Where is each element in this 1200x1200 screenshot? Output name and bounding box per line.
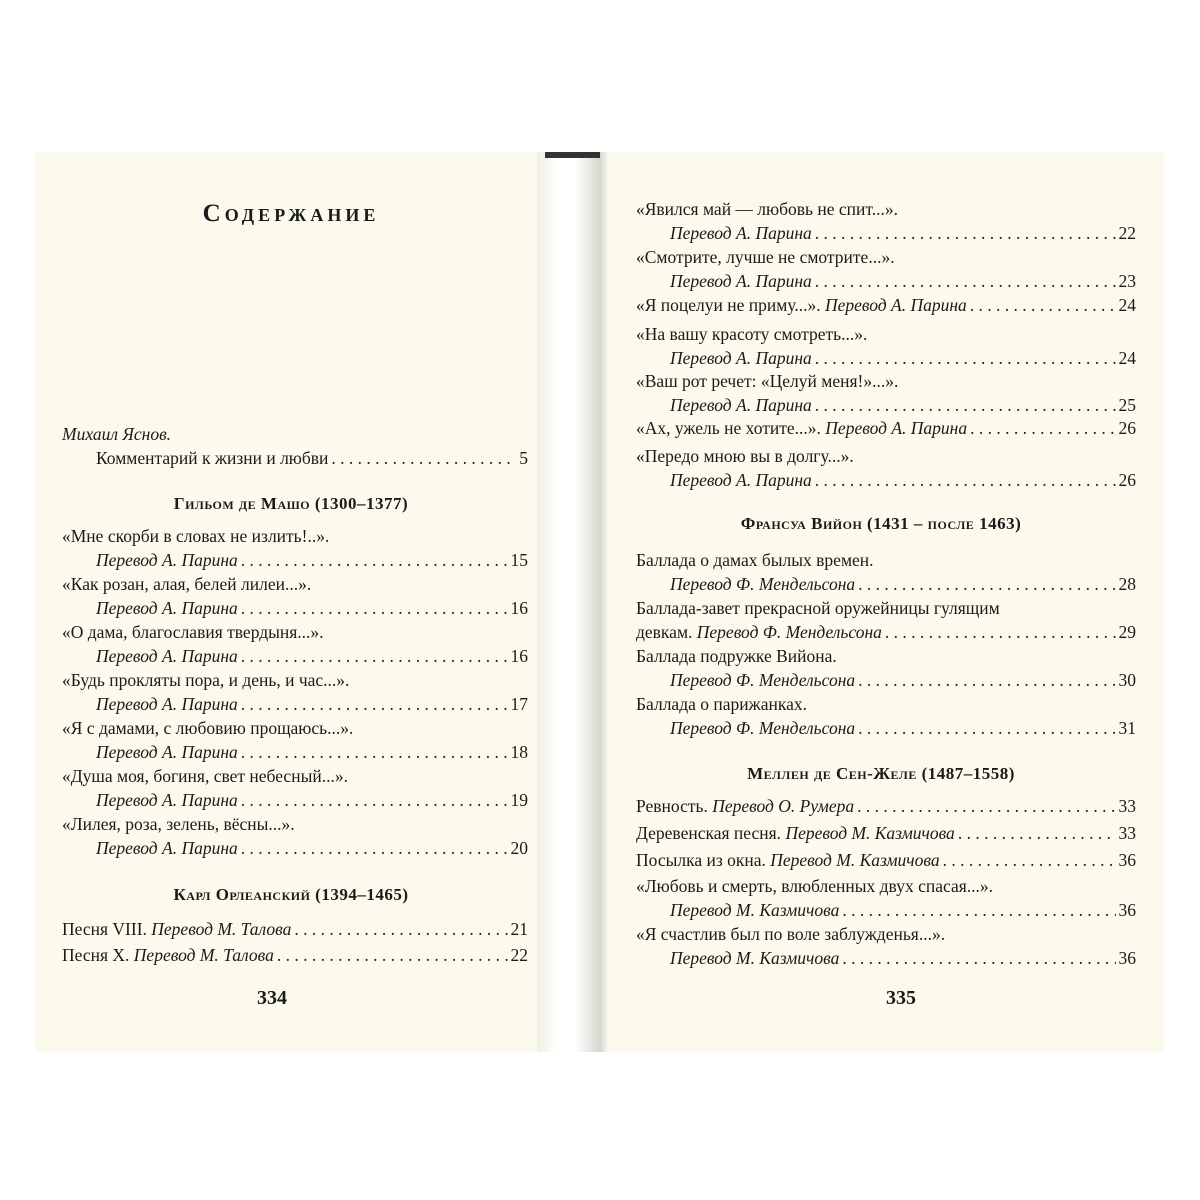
entry-line bbox=[636, 548, 1136, 572]
entry-title: «Я поцелуи не приму...». bbox=[636, 295, 821, 315]
page-ref: 26 bbox=[1118, 470, 1136, 490]
toc-list bbox=[636, 197, 1136, 293]
page-ref: 16 bbox=[510, 598, 528, 618]
toc-list bbox=[636, 874, 1136, 970]
toc-entry bbox=[636, 794, 1136, 818]
translator: Перевод О. Румера bbox=[712, 796, 855, 816]
translator: Перевод М. Казмичова bbox=[770, 850, 940, 870]
page-ref: 24 bbox=[1118, 295, 1136, 315]
page-ref: 29 bbox=[1118, 622, 1136, 642]
entry-line bbox=[636, 644, 1136, 668]
entry-title: «Лилея, роза, зелень, вёсны...». bbox=[62, 814, 295, 834]
toc-entry bbox=[62, 812, 528, 860]
entry-title: «Любовь и смерть, влюбленных двух спасая...». bbox=[636, 876, 994, 896]
toc-list bbox=[636, 794, 1136, 875]
entry-title: «Явился май — любовь не спит...». bbox=[636, 199, 898, 219]
leader-dots bbox=[958, 821, 1116, 845]
toc-entry bbox=[636, 821, 1136, 845]
leader-dots bbox=[241, 788, 508, 812]
toc-entry bbox=[636, 293, 1136, 317]
entry-line bbox=[636, 369, 1136, 393]
page-number: 334 bbox=[257, 987, 287, 1009]
entry-line bbox=[636, 668, 1136, 692]
leader-dots bbox=[815, 346, 1116, 370]
entry-title: Посылка из окна. bbox=[636, 850, 766, 870]
entry-line bbox=[62, 836, 528, 860]
entry-line bbox=[62, 668, 528, 692]
entry-title: «Ваш рот речет: «Целуй меня!»...». bbox=[636, 371, 899, 391]
entry-title: «Смотрите, лучше не смотрите...». bbox=[636, 247, 895, 267]
toc-entry bbox=[636, 322, 1136, 370]
page-number: 335 bbox=[886, 987, 916, 1009]
leader-dots bbox=[858, 668, 1115, 692]
toc-entry bbox=[636, 922, 1136, 970]
page-ref: 31 bbox=[1118, 718, 1136, 738]
entry-title: «Ах, ужель не хотите...». bbox=[636, 418, 821, 438]
translator: Перевод А. Парина bbox=[670, 271, 812, 291]
toc-list bbox=[62, 524, 528, 860]
entry-title: «На вашу красоту смотреть...». bbox=[636, 324, 868, 344]
entry-title: «Я с дамами, с любовию прощаюсь...». bbox=[62, 718, 354, 738]
leader-dots bbox=[241, 596, 508, 620]
entry-line bbox=[636, 322, 1136, 346]
page-ref: 24 bbox=[1118, 348, 1136, 368]
leader-dots bbox=[858, 716, 1115, 740]
toc-title: Содержание bbox=[202, 200, 380, 227]
entry-line bbox=[636, 848, 1136, 872]
book-gutter bbox=[537, 152, 607, 1052]
entry-line bbox=[62, 740, 528, 764]
translator: Перевод Ф. Мендельсона bbox=[696, 622, 882, 642]
leader-dots bbox=[241, 740, 508, 764]
translator: Перевод А. Парина bbox=[825, 418, 968, 438]
page-ref: 22 bbox=[510, 945, 528, 965]
translator: Перевод А. Парина bbox=[96, 742, 238, 762]
translator: Перевод Ф. Мендельсона bbox=[670, 718, 856, 738]
entry-title: «Душа моя, богиня, свет небесный...». bbox=[62, 766, 348, 786]
page-ref: 36 bbox=[1118, 948, 1136, 968]
toc-entry bbox=[636, 197, 1136, 245]
page-ref: 16 bbox=[510, 646, 528, 666]
entry-line bbox=[62, 917, 528, 941]
section-heading: Гильом де Машо (1300–1377) bbox=[173, 494, 409, 513]
entry-title: «Как розан, алая, белей лилеи...». bbox=[62, 574, 312, 594]
entry-line bbox=[62, 596, 528, 620]
toc-entry bbox=[62, 764, 528, 812]
entry-line bbox=[636, 692, 1136, 716]
entry-title: Песня X. bbox=[62, 945, 130, 965]
entry-title-cont: девкам. bbox=[636, 622, 693, 642]
entry-line bbox=[62, 716, 528, 740]
page-ref: 28 bbox=[1118, 574, 1136, 594]
entry-line bbox=[62, 644, 528, 668]
section-heading: Меллен де Сен-Желе (1487–1558) bbox=[747, 764, 1015, 783]
entry-line bbox=[636, 620, 1136, 644]
entry-title: Баллада подружке Вийона. bbox=[636, 646, 837, 666]
entry-line bbox=[636, 874, 1136, 898]
translator: Перевод А. Парина bbox=[670, 395, 812, 415]
entry-title: Баллада-завет прекрасной оружейницы гулящим bbox=[636, 598, 1000, 618]
toc-entry bbox=[636, 416, 1136, 440]
toc-entry bbox=[62, 572, 528, 620]
entry-title: Баллада о дамах былых времен. bbox=[636, 550, 874, 570]
translator: Перевод А. Парина bbox=[96, 550, 238, 570]
toc-list bbox=[62, 917, 528, 969]
entry-title: «Мне скорби в словах не излить!..». bbox=[62, 526, 330, 546]
entry-title: Деревенская песня. bbox=[636, 823, 782, 843]
entry-line bbox=[62, 620, 528, 644]
toc-entry bbox=[636, 369, 1136, 417]
book-spine-edge bbox=[545, 152, 600, 158]
leader-dots bbox=[241, 836, 508, 860]
page-ref: 22 bbox=[1118, 223, 1136, 243]
entry-line bbox=[62, 692, 528, 716]
page-ref: 17 bbox=[510, 694, 528, 714]
toc-list bbox=[636, 322, 1136, 416]
entry-line bbox=[62, 572, 528, 596]
leader-dots bbox=[858, 572, 1115, 596]
entry-line bbox=[62, 524, 528, 548]
translator: Перевод А. Парина bbox=[96, 790, 238, 810]
toc-entry bbox=[62, 668, 528, 716]
entry-line bbox=[636, 269, 1136, 293]
translator: Перевод М. Талова bbox=[133, 945, 274, 965]
translator: Перевод А. Парина bbox=[96, 598, 238, 618]
entry-line bbox=[636, 197, 1136, 221]
toc-entry bbox=[636, 245, 1136, 293]
section-heading: Франсуа Вийон (1431 – после 1463) bbox=[740, 514, 1022, 533]
page-ref: 15 bbox=[510, 550, 528, 570]
entry-line bbox=[636, 245, 1136, 269]
toc-entry bbox=[62, 524, 528, 572]
toc-entry bbox=[636, 444, 1136, 492]
page-ref: 19 bbox=[510, 790, 528, 810]
leader-dots bbox=[294, 917, 507, 941]
leader-dots bbox=[943, 848, 1116, 872]
translator: Перевод М. Казмичова bbox=[785, 823, 955, 843]
page-ref: 26 bbox=[1118, 418, 1136, 438]
translator: Перевод А. Парина bbox=[670, 223, 812, 243]
translator: Перевод А. Парина bbox=[670, 348, 812, 368]
page-ref: 36 bbox=[1118, 900, 1136, 920]
left-page-content bbox=[35, 152, 547, 1052]
intro-entry bbox=[62, 422, 528, 470]
page-ref: 33 bbox=[1118, 823, 1136, 843]
toc-entry bbox=[62, 716, 528, 764]
entry-title: «Будь прокляты пора, и день, и час...». bbox=[62, 670, 350, 690]
entry-line bbox=[636, 794, 1136, 818]
page-ref: 5 bbox=[519, 448, 528, 468]
translator: Перевод М. Талова bbox=[151, 919, 292, 939]
leader-dots bbox=[241, 692, 508, 716]
toc-entry bbox=[636, 596, 1136, 644]
leader-dots bbox=[842, 946, 1115, 970]
intro-title: Комментарий к жизни и любви bbox=[96, 448, 329, 468]
leader-dots bbox=[241, 548, 508, 572]
entry-line bbox=[636, 393, 1136, 417]
translator: Перевод Ф. Мендельсона bbox=[670, 574, 856, 594]
entry-line bbox=[636, 922, 1136, 946]
toc-entry bbox=[636, 548, 1136, 596]
entry-line bbox=[636, 946, 1136, 970]
entry-line bbox=[636, 716, 1136, 740]
page-ref: 18 bbox=[510, 742, 528, 762]
entry-title: Песня VIII. bbox=[62, 919, 147, 939]
entry-line bbox=[62, 788, 528, 812]
right-page-content bbox=[598, 152, 1164, 1052]
toc-entry bbox=[636, 848, 1136, 872]
leader-dots bbox=[241, 644, 508, 668]
page-ref: 21 bbox=[510, 919, 528, 939]
page-ref: 23 bbox=[1118, 271, 1136, 291]
entry-title: Ревность. bbox=[636, 796, 708, 816]
entry-line bbox=[636, 821, 1136, 845]
translator: Перевод А. Парина bbox=[670, 470, 812, 490]
translator: Перевод А. Парина bbox=[96, 838, 238, 858]
toc-entry bbox=[636, 692, 1136, 740]
section-heading: Карл Орлеанский (1394–1465) bbox=[173, 885, 409, 904]
entry-title: «О дама, благославия твердыня...». bbox=[62, 622, 324, 642]
entry-title: Баллада о парижанках. bbox=[636, 694, 807, 714]
entry-line bbox=[62, 548, 528, 572]
translator: Перевод А. Парина bbox=[96, 646, 238, 666]
page-ref: 20 bbox=[510, 838, 528, 858]
leader-dots bbox=[815, 269, 1116, 293]
toc-entry bbox=[62, 917, 528, 941]
entry-line bbox=[636, 346, 1136, 370]
toc-entry bbox=[636, 874, 1136, 922]
toc-list bbox=[636, 548, 1136, 740]
entry-title: «Я счастлив был по воле заблужденья...». bbox=[636, 924, 946, 944]
page-ref: 25 bbox=[1118, 395, 1136, 415]
entry-title: «Передо мною вы в долгу...». bbox=[636, 446, 854, 466]
toc-entry bbox=[62, 943, 528, 967]
intro-author: Михаил Яснов. bbox=[62, 424, 172, 444]
leader-dots bbox=[885, 620, 1116, 644]
translator: Перевод А. Парина bbox=[96, 694, 238, 714]
leader-dots bbox=[857, 794, 1115, 818]
toc-entry bbox=[62, 620, 528, 668]
translator: Перевод М. Казмичова bbox=[670, 900, 840, 920]
entry-line bbox=[636, 596, 1136, 620]
page-ref: 36 bbox=[1118, 850, 1136, 870]
entry-line bbox=[62, 812, 528, 836]
entry-line bbox=[62, 943, 528, 967]
toc-entry bbox=[636, 644, 1136, 692]
translator: Перевод Ф. Мендельсона bbox=[670, 670, 856, 690]
page-ref: 30 bbox=[1118, 670, 1136, 690]
entry-line bbox=[636, 572, 1136, 596]
leader-dots bbox=[815, 221, 1116, 245]
translator: Перевод М. Казмичова bbox=[670, 948, 840, 968]
leader-dots bbox=[842, 898, 1115, 922]
entry-line bbox=[636, 898, 1136, 922]
entry-line bbox=[636, 221, 1136, 245]
entry-line bbox=[62, 764, 528, 788]
leader-dots bbox=[277, 943, 508, 967]
page-ref: 33 bbox=[1118, 796, 1136, 816]
translator: Перевод А. Парина bbox=[824, 295, 967, 315]
leader-dots bbox=[815, 393, 1116, 417]
